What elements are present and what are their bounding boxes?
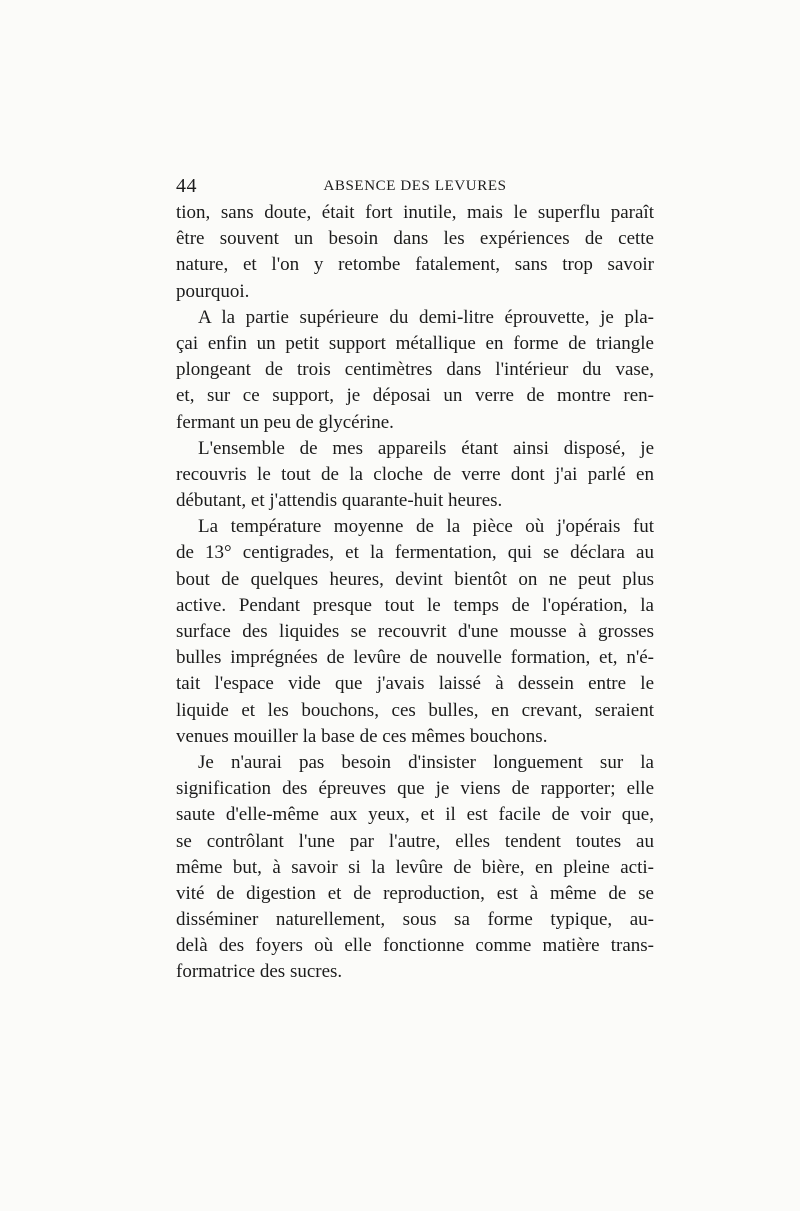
text-line: L'ensemble de mes appareils étant ainsi disposé, je bbox=[198, 437, 654, 459]
body-text bbox=[176, 200, 654, 986]
text-line: plongeant de trois centimètres dans l'intérieur du vase, bbox=[176, 359, 654, 381]
text-line: même but, à savoir si la levûre de bière, en pleine acti- bbox=[176, 856, 654, 878]
text-line: et, sur ce support, je déposai un verre de montre ren- bbox=[176, 385, 654, 407]
text-line: bout de quelques heures, devint bientôt on ne peut plus bbox=[176, 568, 654, 590]
text-line: La température moyenne de la pièce où j'opérais fut bbox=[198, 516, 654, 538]
text-line: de 13° centigrades, et la fermentation, qui se déclara au bbox=[176, 542, 654, 564]
text-line: tait l'espace vide que j'avais laissé à dessein entre le bbox=[176, 673, 654, 695]
text-line: Je n'aurai pas besoin d'insister longuement sur la bbox=[198, 751, 654, 773]
text-line: être souvent un besoin dans les expériences de cette bbox=[176, 228, 654, 250]
text-line: çai enfin un petit support métallique en forme de triangle bbox=[176, 332, 654, 354]
text-line: recouvris le tout de la cloche de verre dont j'ai parlé en bbox=[176, 463, 654, 485]
text-line: fermant un peu de glycérine. bbox=[176, 411, 394, 433]
running-title: ABSENCE DES LEVURES bbox=[323, 178, 507, 194]
text-line: disséminer naturellement, sous sa forme typique, au- bbox=[176, 909, 654, 931]
text-line: bulles imprégnées de levûre de nouvelle formation, et, n'é- bbox=[176, 647, 654, 669]
text-line: vité de digestion et de reproduction, est à même de se bbox=[176, 882, 654, 904]
text-line: saute d'elle-même aux yeux, et il est facile de voir que, bbox=[176, 804, 654, 826]
text-line: venues mouiller la base de ces mêmes bouchons. bbox=[176, 725, 548, 747]
text-line: surface des liquides se recouvrit d'une mousse à grosses bbox=[176, 621, 654, 642]
text-line: A la partie supérieure du demi-litre éprouvette, je pla- bbox=[198, 306, 654, 328]
text-line: pourquoi. bbox=[176, 280, 250, 302]
page-number: 44 bbox=[176, 175, 197, 197]
text-line: se contrôlant l'une par l'autre, elles tendent toutes au bbox=[176, 830, 654, 852]
text-line: formatrice des sucres. bbox=[176, 961, 343, 983]
text-line: liquide et les bouchons, ces bulles, en crevant, seraient bbox=[176, 699, 654, 721]
text-line: tion, sans doute, était fort inutile, mais le superflu paraît bbox=[176, 202, 654, 223]
page-header bbox=[176, 175, 654, 199]
text-line: signification des épreuves que je viens de rapporter; elle bbox=[176, 778, 654, 800]
text-line: nature, et l'on y retombe fatalement, sans trop savoir bbox=[176, 254, 654, 276]
text-line: débutant, et j'attendis quarante-huit heures. bbox=[176, 490, 503, 512]
text-line: active. Pendant presque tout le temps de l'opération, la bbox=[176, 594, 654, 616]
text-line: delà des foyers où elle fonctionne comme matière trans- bbox=[176, 935, 654, 957]
